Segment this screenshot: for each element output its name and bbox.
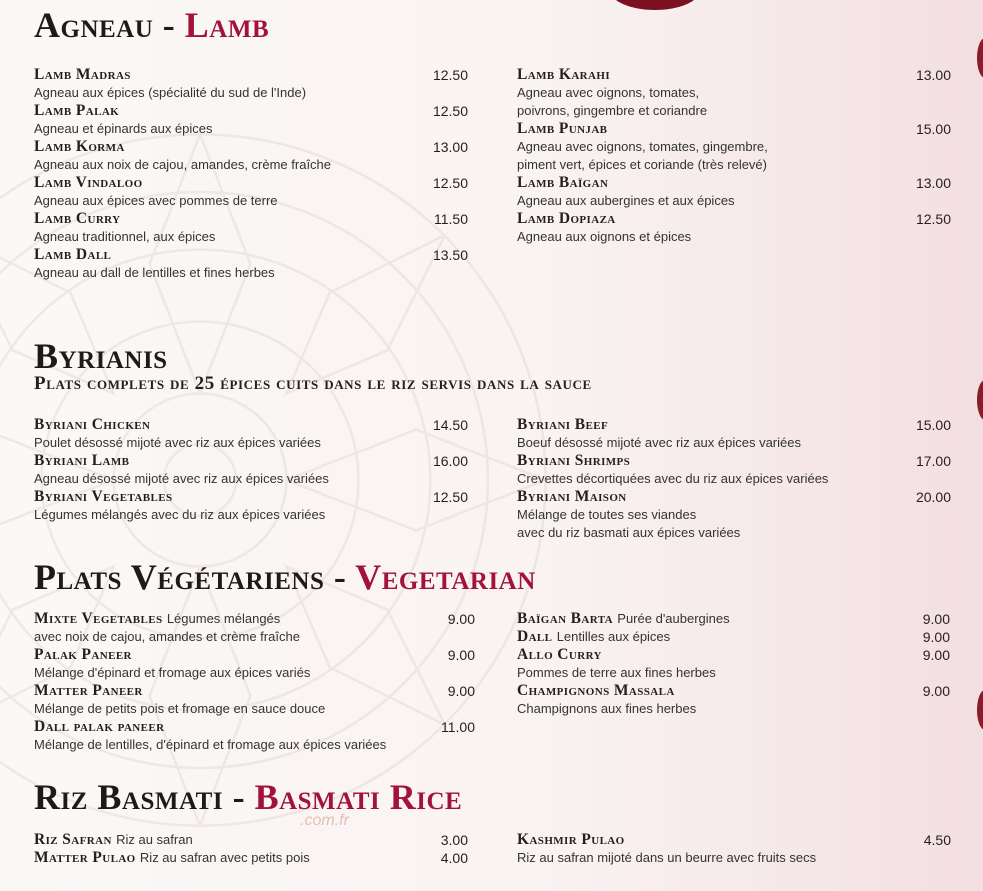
- byrianis-column-left: [34, 416, 468, 524]
- dish-name-text: Lamb Korma: [34, 138, 125, 155]
- dish-name-text: Dall: [517, 628, 553, 645]
- dish-price: 4.50: [923, 832, 951, 848]
- dish-name: [517, 452, 951, 470]
- dish-price: 13.50: [432, 247, 468, 263]
- dish-price: 9.00: [922, 629, 950, 645]
- dish-name: [517, 610, 950, 628]
- dish-name: [34, 718, 475, 736]
- dish-price: 11.50: [434, 211, 468, 227]
- dish-price: 9.00: [447, 647, 475, 663]
- menu-item: [517, 416, 951, 452]
- dish-name: [34, 102, 468, 120]
- dish-price: 15.00: [915, 417, 951, 433]
- decorative-right-ornament: [977, 690, 983, 730]
- dish-name: [34, 174, 468, 192]
- dish-inline-description: Purée d'aubergines: [617, 611, 730, 626]
- dish-description: Mélange de toutes ses viandes: [517, 507, 697, 522]
- dish-name: [34, 210, 468, 228]
- dish-price: 12.50: [432, 175, 468, 191]
- dish-price: 15.00: [915, 121, 951, 137]
- byrianis-column-right: [517, 416, 951, 542]
- dish-name-text: Byriani Vegetables: [34, 488, 173, 505]
- dish-price: 16.00: [432, 453, 468, 469]
- dish-price: 9.00: [922, 647, 950, 663]
- dish-name: [34, 246, 468, 264]
- menu-item: [517, 66, 951, 120]
- dish-price: 12.50: [432, 103, 468, 119]
- dish-name: [34, 849, 468, 867]
- dish-price: 14.50: [432, 417, 468, 433]
- watermark: .com.fr: [300, 812, 349, 829]
- dish-name: [517, 416, 951, 434]
- dish-price: 12.50: [432, 489, 468, 505]
- dish-description: Agneau aux épices avec pommes de terre: [34, 193, 278, 208]
- menu-item: [517, 682, 950, 718]
- lamb-column-right: [517, 66, 951, 246]
- dish-description: Champignons aux fines herbes: [517, 701, 697, 716]
- dish-description: avec du riz basmati aux épices variées: [517, 525, 741, 540]
- dish-name-text: Lamb Curry: [34, 210, 121, 227]
- dish-price: 9.00: [447, 683, 475, 699]
- dish-name-text: Kashmir Pulao: [517, 831, 625, 848]
- dish-name-text: Byriani Maison: [517, 488, 627, 505]
- dish-name-text: Lamb Baïgan: [517, 174, 609, 191]
- dish-description: Pommes de terre aux fines herbes: [517, 665, 716, 680]
- dish-inline-description: Légumes mélangés: [166, 611, 281, 626]
- dish-inline-description: Riz au safran: [116, 832, 193, 847]
- dish-name: [34, 488, 468, 506]
- dish-description: Agneau au dall de lentilles et fines herbes: [34, 265, 275, 280]
- dish-name-text: Matter Paneer: [34, 682, 143, 699]
- dish-description: Agneau désossé mijoté avec riz aux épices variées: [34, 471, 329, 486]
- dish-description: Agneau aux aubergines et aux épices: [517, 193, 735, 208]
- dish-name-text: Byriani Chicken: [34, 416, 151, 433]
- menu-item: [517, 120, 951, 174]
- dish-name-text: Lamb Vindaloo: [34, 174, 143, 191]
- dish-name: [517, 831, 951, 849]
- rice-column-left: [34, 831, 468, 867]
- dish-price: 9.00: [922, 683, 950, 699]
- decorative-top-ornament: [610, 0, 700, 10]
- dish-name: [517, 120, 951, 138]
- dish-name: [517, 488, 951, 506]
- dish-name-text: Lamb Madras: [34, 66, 131, 83]
- dish-name-text: Lamb Punjab: [517, 120, 608, 137]
- dish-price: 20.00: [915, 489, 951, 505]
- dish-price: 9.00: [922, 611, 950, 627]
- dish-name: [34, 831, 468, 849]
- dish-price: 3.00: [440, 832, 468, 848]
- menu-item: [517, 174, 951, 210]
- dish-inline-description: Riz au safran avec petits pois: [139, 850, 310, 865]
- menu-item: [34, 646, 475, 682]
- section-title-lamb: Agneau - Lamb: [34, 5, 270, 45]
- menu-item: [34, 682, 475, 718]
- dish-price: 9.00: [447, 611, 475, 627]
- menu-item: [34, 610, 475, 646]
- dish-name-text: Matter Pulao: [34, 849, 136, 866]
- dish-name-text: Lamb Dopiaza: [517, 210, 616, 227]
- dish-name: [517, 628, 950, 646]
- dish-name: [517, 646, 950, 664]
- dish-name-text: Riz Safran: [34, 831, 112, 848]
- section-title-byrianis: Byrianis: [34, 336, 168, 376]
- dish-name-text: Lamb Karahi: [517, 66, 611, 83]
- menu-item: [517, 210, 951, 246]
- menu-item: [34, 246, 468, 282]
- dish-name-text: Champignons Massala: [517, 682, 675, 699]
- dish-name-text: Palak Paneer: [34, 646, 132, 663]
- dish-name-text: Mixte Vegetables: [34, 610, 163, 627]
- dish-description: Agneau aux oignons et épices: [517, 229, 692, 244]
- dish-description: Crevettes décortiquées avec du riz aux épices variées: [517, 471, 829, 486]
- dish-name-text: Byriani Beef: [517, 416, 609, 433]
- menu-item: [517, 831, 951, 867]
- dish-price: 13.00: [915, 67, 951, 83]
- dish-name-text: Lamb Dall: [34, 246, 112, 263]
- dish-description: avec noix de cajou, amandes et crème fraîche: [34, 629, 300, 644]
- rice-column-right: [517, 831, 951, 867]
- dish-description: Mélange de lentilles, d'épinard et fromage aux épices variées: [34, 737, 387, 752]
- decorative-right-ornament: [977, 380, 983, 420]
- dish-name: [34, 646, 475, 664]
- dish-name: [517, 682, 950, 700]
- dish-name-text: Byriani Lamb: [34, 452, 130, 469]
- menu-item: [34, 488, 468, 524]
- dish-description: Boeuf désossé mijoté avec riz aux épices variées: [517, 435, 801, 450]
- dish-name: [517, 66, 951, 84]
- dish-description: piment vert, épices et coriande (très relevé): [517, 157, 767, 172]
- menu-item: [517, 646, 950, 682]
- dish-description: Agneau avec oignons, tomates,: [517, 85, 700, 100]
- dish-description: Poulet désossé mijoté avec riz aux épices variées: [34, 435, 321, 450]
- lamb-column-left: [34, 66, 468, 282]
- dish-price: 17.00: [915, 453, 951, 469]
- dish-description: Mélange de petits pois et fromage en sauce douce: [34, 701, 326, 716]
- vegetarian-column-right: [517, 610, 950, 718]
- dish-name: [34, 682, 475, 700]
- menu-item: [34, 452, 468, 488]
- dish-price: 11.00: [441, 719, 475, 735]
- dish-description: Mélange d'épinard et fromage aux épices variés: [34, 665, 311, 680]
- menu-item: [34, 210, 468, 246]
- menu-item: [34, 849, 468, 867]
- menu-item: [517, 488, 951, 542]
- dish-description: Légumes mélangés avec du riz aux épices variées: [34, 507, 326, 522]
- vegetarian-column-left: [34, 610, 475, 754]
- dish-price: 4.00: [440, 850, 468, 866]
- dish-inline-description: Lentilles aux épices: [556, 629, 671, 644]
- dish-name: [34, 66, 468, 84]
- dish-name: [517, 174, 951, 192]
- menu-item: [34, 138, 468, 174]
- section-title-vegetarian: Plats Végétariens - Vegetarian: [34, 557, 536, 597]
- dish-description: Riz au safran mijoté dans un beurre avec fruits secs: [517, 850, 817, 865]
- dish-description: Agneau aux épices (spécialité du sud de l'Inde): [34, 85, 307, 100]
- byrianis-subtitle: Plats complets de 25 épices cuits dans le riz servis dans la sauce: [34, 373, 592, 394]
- menu-item: [517, 628, 950, 646]
- dish-name-text: Byriani Shrimps: [517, 452, 631, 469]
- dish-name: [34, 452, 468, 470]
- dish-description: Agneau traditionnel, aux épices: [34, 229, 216, 244]
- dish-name-text: Lamb Palak: [34, 102, 120, 119]
- dish-description: Agneau et épinards aux épices: [34, 121, 213, 136]
- dish-price: 13.00: [432, 139, 468, 155]
- dish-price: 12.50: [915, 211, 951, 227]
- section-title-basmati-rice: Riz Basmati - Basmati Rice: [34, 777, 463, 817]
- dish-name-text: Allo Curry: [517, 646, 602, 663]
- dish-description: Agneau avec oignons, tomates, gingembre,: [517, 139, 768, 154]
- dish-price: 13.00: [915, 175, 951, 191]
- dish-price: 12.50: [432, 67, 468, 83]
- dish-name-text: Dall palak paneer: [34, 718, 165, 735]
- menu-item: [34, 718, 475, 754]
- menu-item: [34, 174, 468, 210]
- dish-name: [517, 210, 951, 228]
- menu-item: [34, 416, 468, 452]
- menu-item: [517, 610, 950, 628]
- dish-description: Agneau aux noix de cajou, amandes, crème fraîche: [34, 157, 332, 172]
- menu-item: [34, 831, 468, 849]
- decorative-right-ornament: [977, 38, 983, 78]
- menu-item: [517, 452, 951, 488]
- dish-name-text: Baïgan Barta: [517, 610, 613, 627]
- dish-name: [34, 416, 468, 434]
- menu-item: [34, 66, 468, 102]
- dish-description: poivrons, gingembre et coriandre: [517, 103, 708, 118]
- dish-name: [34, 610, 475, 628]
- menu-item: [34, 102, 468, 138]
- dish-name: [34, 138, 468, 156]
